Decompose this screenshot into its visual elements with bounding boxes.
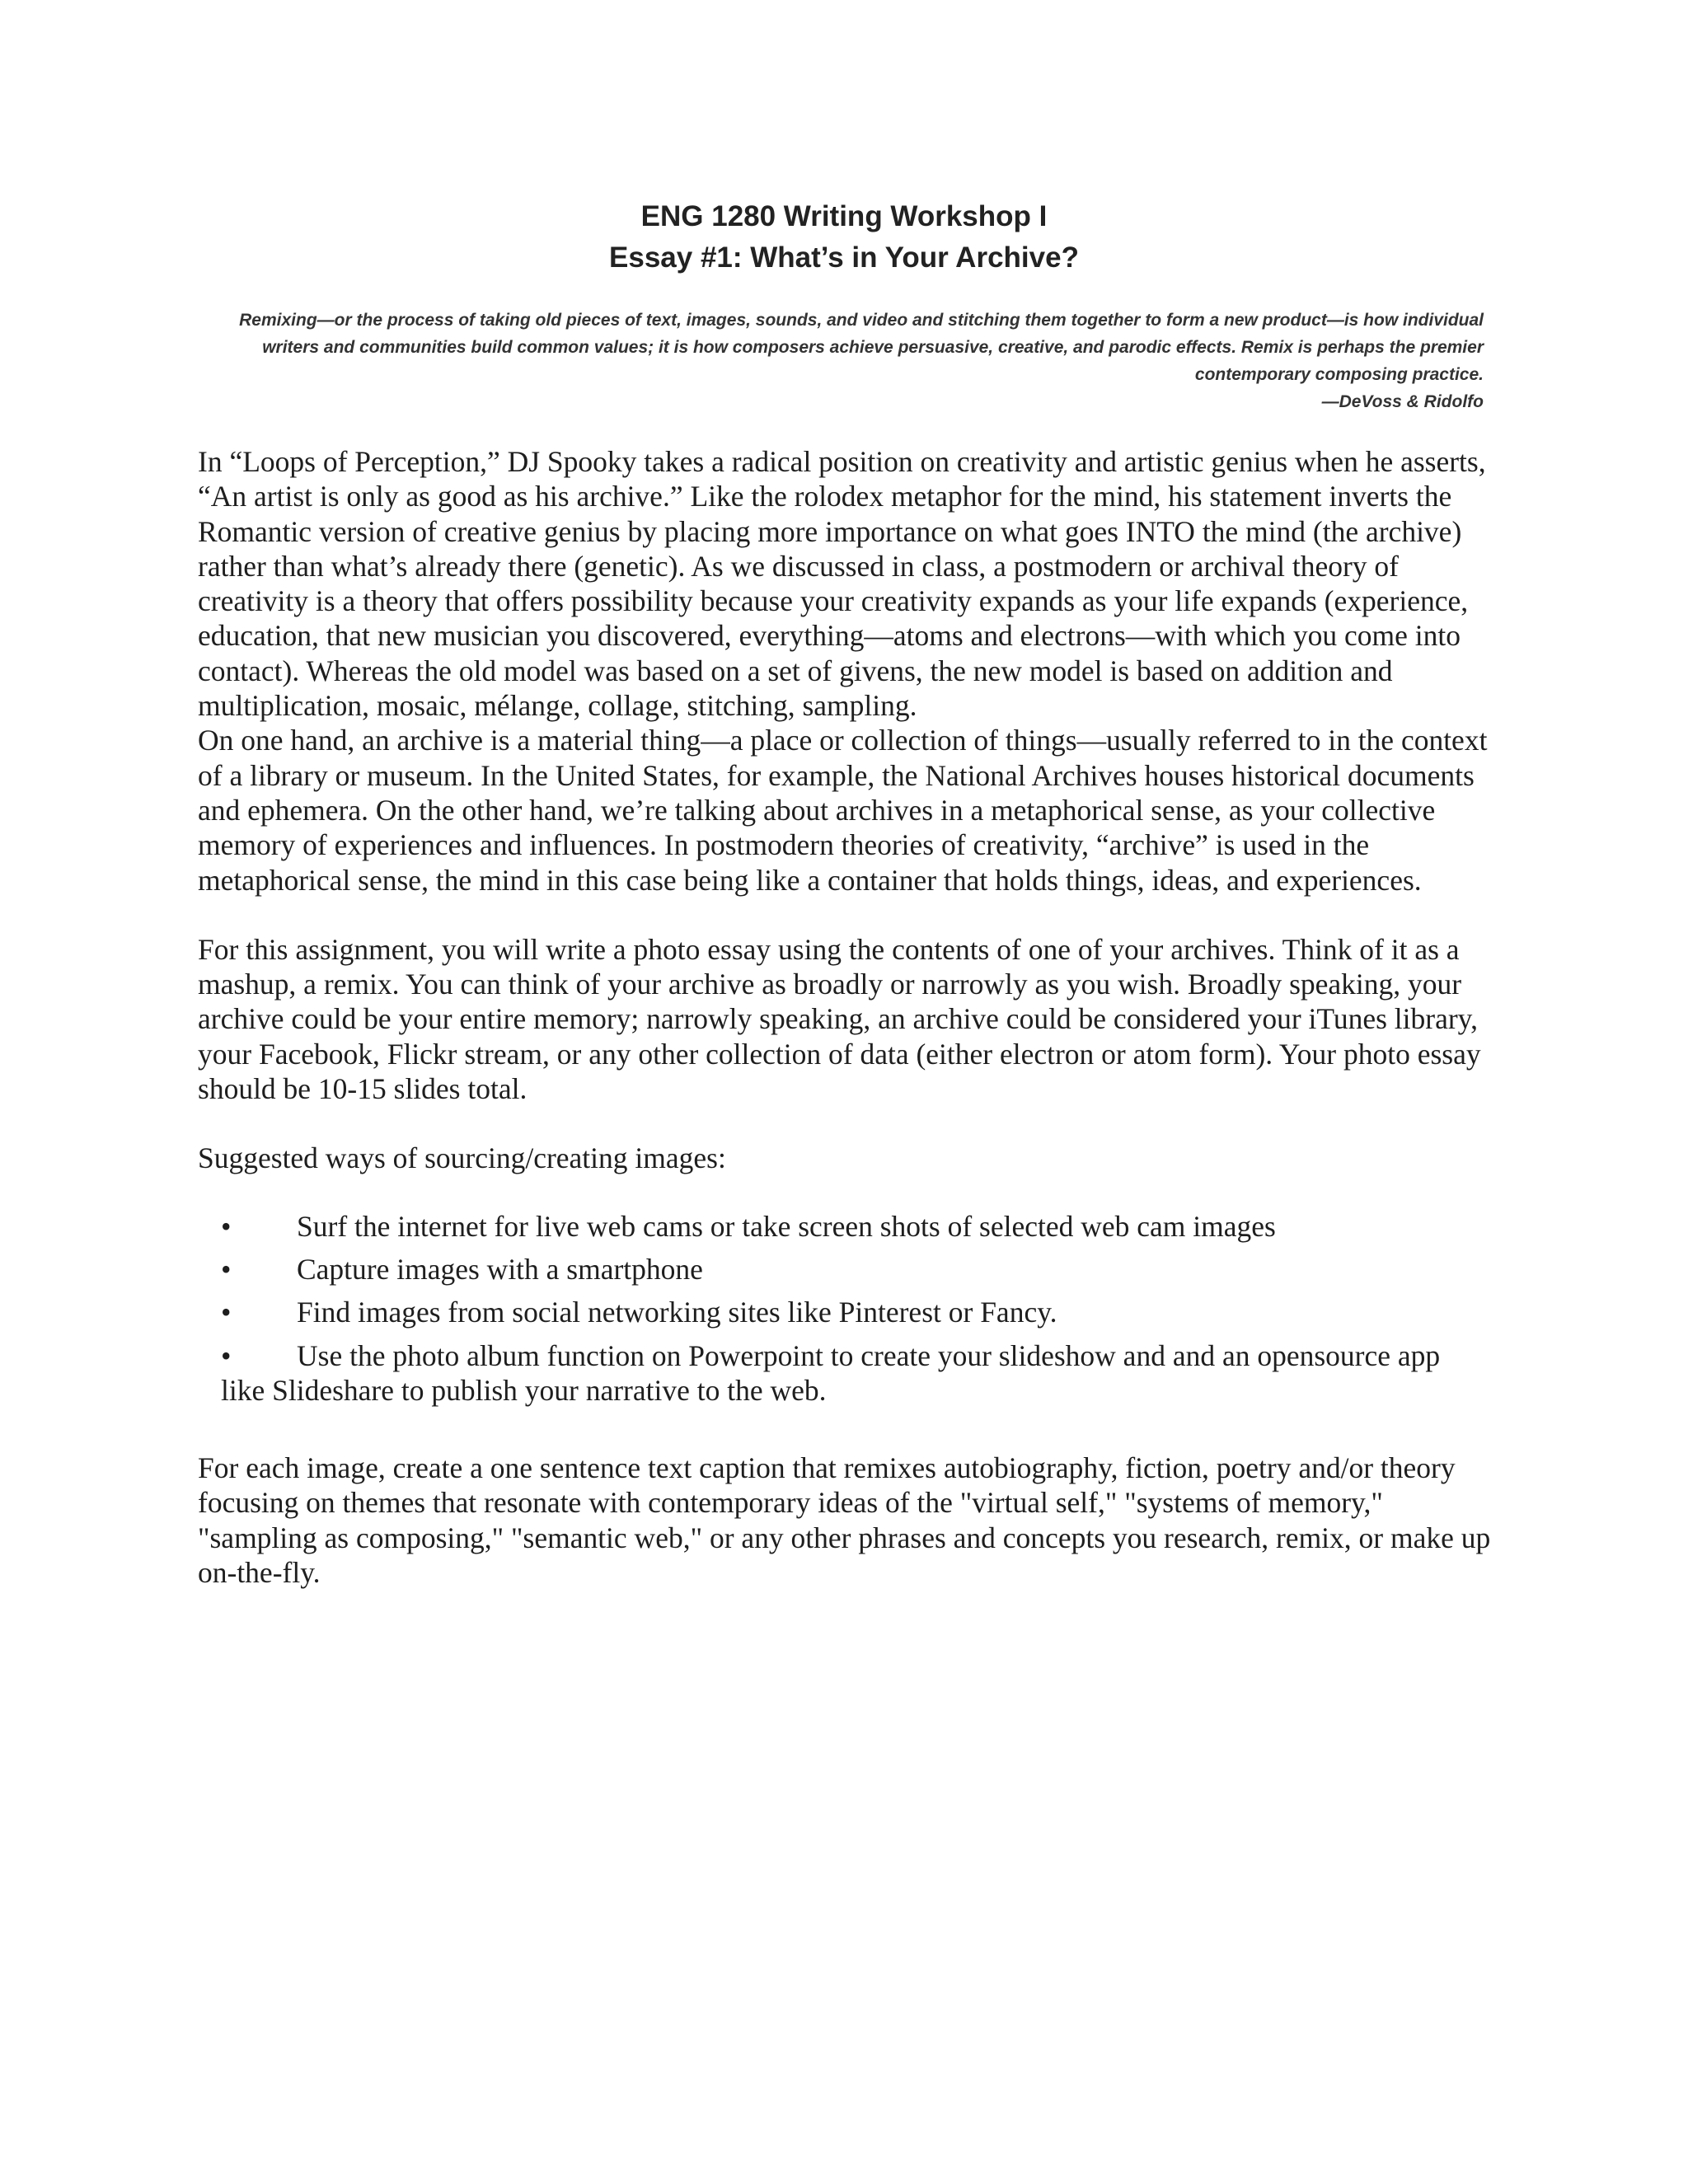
course-title: ENG 1280 Writing Workshop I [640, 200, 1048, 232]
paragraph-spacer [198, 898, 1500, 932]
paragraph-assignment: For this assignment, you will write a photo essay using the contents of one of your archives. Think of it as a mashup, a remix. You can think of your archive as broadly or narrowly as you wish. Broadly speaking, your archive could be your entire memory; narrowly speaking, an archive could be considered your iTunes library, your Facebook, Flickr stream, or any other collection of data (either electron or atom form). Your photo essay should be 10-15 slides total. [198, 932, 1481, 1106]
bullet-icon: • [221, 1252, 232, 1286]
list-item [198, 1209, 1500, 1244]
list-item [198, 1295, 1500, 1329]
list-item-text: Find images from social networking sites like Pinterest or Fancy. [297, 1296, 1057, 1329]
list-item-continuation: like Slideshare to publish your narrative to the web. [221, 1373, 827, 1407]
epigraph [198, 307, 1484, 415]
paragraph-spacer [198, 1176, 1500, 1209]
title-block [0, 196, 1688, 279]
list-item-text: Use the photo album function on Powerpoint to create your slideshow and and an opensource app [297, 1338, 1441, 1372]
suggestions-list [198, 1209, 1500, 1408]
essay-title: Essay #1: What’s in Your Archive? [609, 241, 1079, 274]
paragraph-loops-of-perception: In “Loops of Perception,” DJ Spooky takes a radical position on creativity and artistic genius when he asserts, “An artist is only as good as his archive.” Like the rolodex metaphor for the mind, his statement inverts the Romantic version of creative genius by placing more importance on what goes INTO the mind (the archive) rather than what’s already there (genetic). As we discussed in class, a postmodern or archival theory of creativity is a theory that offers possibility because your creativity expands as your life expands (experience, education, that new musician you discovered, everything—atoms and electrons—with which you come into contact). Whereas the old model was based on a set of givens, the new model is based on addition and multiplication, mosaic, mélange, collage, stitching, sampling. [198, 445, 1486, 723]
bullet-icon: • [221, 1338, 232, 1372]
bullet-icon: • [221, 1209, 232, 1243]
list-item-text: Surf the internet for live web cams or take screen shots of selected web cam images [297, 1209, 1276, 1243]
essay-body [198, 444, 1500, 1590]
paragraph-spacer [198, 1416, 1500, 1451]
epigraph-attribution: —DeVoss & Ridolfo [1321, 392, 1484, 411]
list-item [198, 1338, 1500, 1408]
list-item [198, 1252, 1500, 1286]
paragraph-suggested-ways: Suggested ways of sourcing/creating images: [198, 1141, 726, 1175]
paragraph-spacer [198, 1106, 1500, 1141]
epigraph-quote: Remixing—or the process of taking old pieces of text, images, sounds, and video and stitching them together to form a new product—is how individual writers and communities build common values; it is how composers achieve persuasive, creative, and parodic effects. Remix is perhaps the premier contemporary composing practice. [239, 311, 1484, 384]
paragraph-caption-instructions: For each image, create a one sentence text caption that remixes autobiography, fiction, poetry and/or theory focusing on themes that resonate with contemporary ideas of the "virtual self," "systems of memory," "sampling as composing," "semantic web," or any other phrases and concepts you research, remix, or make up on-the-fly. [198, 1451, 1491, 1590]
list-item-text: Capture images with a smartphone [297, 1252, 703, 1286]
paragraph-archive-definition: On one hand, an archive is a material thing—a place or collection of things—usually referred to in the context of a library or museum. In the United States, for example, the National Archives houses historical documents and ephemera. On the other hand, we’re talking about archives in a metaphorical sense, as your collective memory of experiences and influences. In postmodern theories of creativity, “archive” is used in the metaphorical sense, the mind in this case being like a container that holds things, ideas, and experiences. [198, 724, 1488, 897]
bullet-icon: • [221, 1296, 232, 1329]
